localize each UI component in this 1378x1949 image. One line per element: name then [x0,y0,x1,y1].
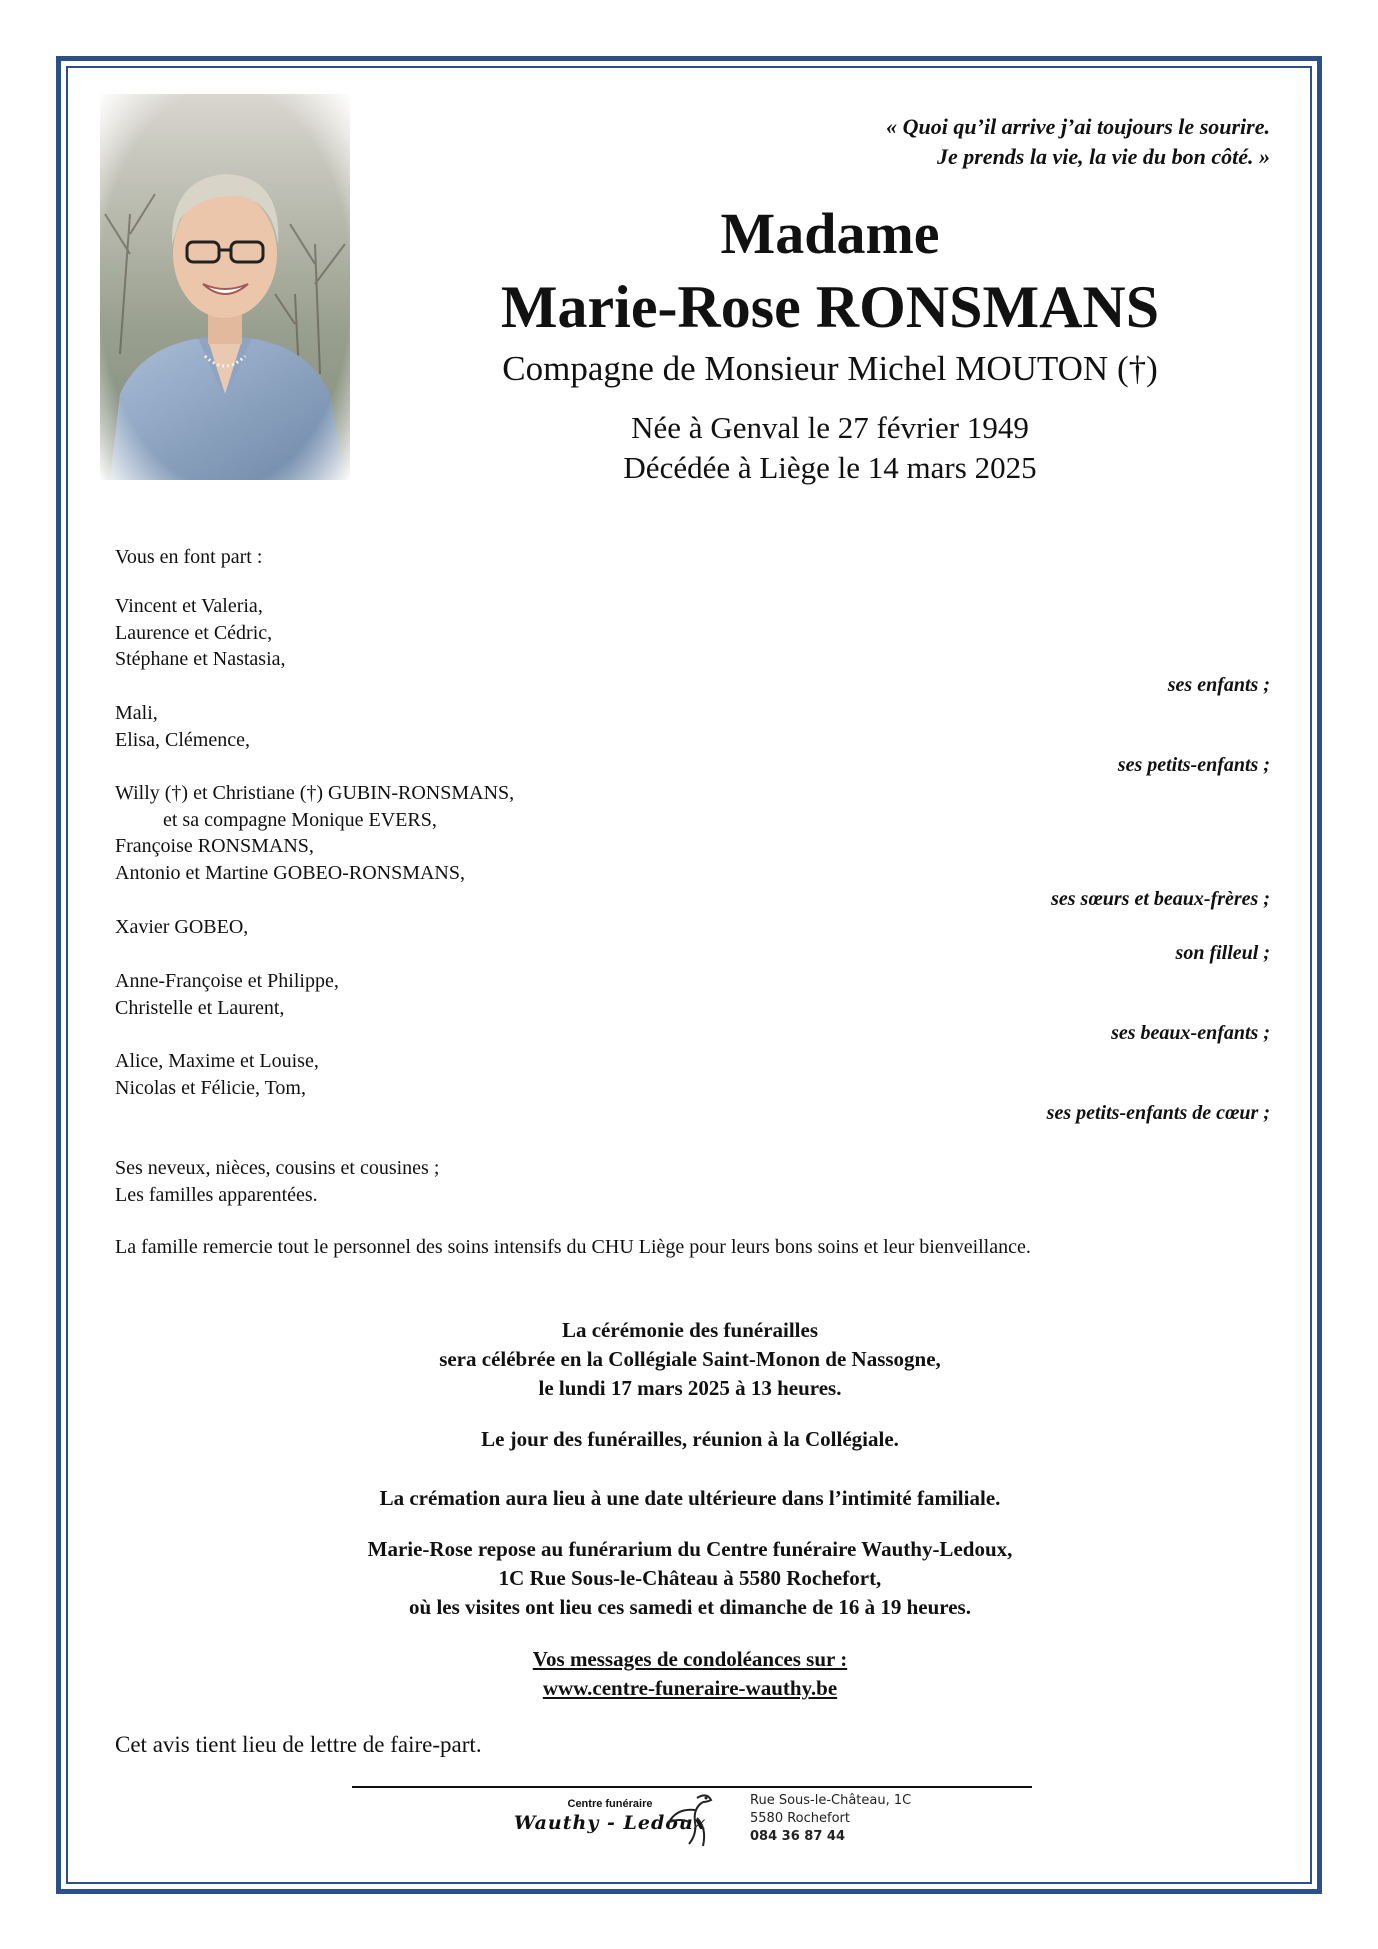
website-link[interactable]: www.centre-funeraire-wauthy.be [542,1676,838,1700]
quote-line-2: Je prends la vie, la vie du bon côté. » [936,144,1270,169]
epitaph-quote [710,112,1270,172]
other-relatives [115,1155,439,1208]
quote-line-1: « Quoi qu’il arrive j’ai toujours le sourire. [886,114,1270,139]
relation-siblings: ses sœurs et beaux-frères ; [1051,888,1270,910]
phone-number: 084 36 87 44 [750,1829,845,1844]
list-item: Françoise RONSMANS, [115,835,314,857]
list-item: Willy (†) et Christiane (†) GUBIN-RONSMANS, [115,782,515,804]
relation-heart-grandchildren: ses petits-enfants de cœur ; [1046,1102,1270,1124]
address-line: 5580 Rochefort [750,1811,850,1826]
relation-godson: son filleul ; [1175,942,1270,964]
heart-grandchildren-list [115,1048,319,1101]
relation-children: ses enfants ; [1167,674,1270,696]
list-item: Elisa, Clémence, [115,728,250,751]
ceremony-line: sera célébrée en la Collégiale Saint-Monon de Nassogne, [439,1347,941,1371]
list-item: Vincent et Valeria, [115,595,263,617]
birth-line: Née à Genval le 27 février 1949 [631,410,1029,445]
list-item: et sa compagne Monique EVERS, [163,808,437,831]
list-item: Laurence et Cédric, [115,621,273,644]
condolences-label: Vos messages de condoléances sur : [532,1647,848,1671]
repose-block [300,1535,1080,1622]
closing-text: Cet avis tient lieu de lettre de faire-part. [115,1732,482,1757]
list-item: Nicolas et Félicie, Tom, [115,1076,306,1099]
ceremony-block [300,1316,1080,1403]
ceremony-line: le lundi 17 mars 2025 à 13 heures. [538,1376,842,1400]
grandchildren-list [115,700,250,753]
list-item: Xavier GOBEO, [115,916,249,938]
address-line: Rue Sous-le-Château, 1C [750,1793,912,1808]
logo-caption: Centre funéraire [567,1798,653,1810]
logo-name: Wauthy - Ledoux [513,1812,707,1834]
thanks-text: La famille remercie tout le personnel des soins intensifs du CHU Liège pour leurs bons soins et leur bienveillance. [115,1236,1031,1258]
condolences-block [300,1645,1080,1703]
intro-text: Vous en font part : [115,546,263,568]
list-item: Les familles apparentées. [115,1183,318,1206]
list-item: Alice, Maxime et Louise, [115,1050,319,1072]
honorific-title: Madame [720,201,940,266]
siblings-list [115,780,514,886]
dove-icon [663,1788,729,1854]
list-item: Stéphane et Nastasia, [115,648,286,670]
meeting-text: Le jour des funérailles, réunion à la Collégiale. [481,1427,899,1451]
list-item: Christelle et Laurent, [115,996,285,1019]
cremation-text: La crémation aura lieu à une date ultérieure dans l’intimité familiale. [379,1486,1001,1510]
partner-line: Compagne de Monsieur Michel MOUTON (†) [502,349,1158,388]
inlaws-list [115,968,339,1021]
godson-list [115,914,248,941]
death-line: Décédée à Liège le 14 mars 2025 [623,450,1037,485]
list-item: Antonio et Martine GOBEO-RONSMANS, [115,861,465,884]
repose-line: 1C Rue Sous-le-Château à 5580 Rochefort, [498,1566,882,1590]
ceremony-line: La cérémonie des funérailles [561,1318,819,1342]
list-item: Mali, [115,702,158,724]
footer-address [750,1792,911,1846]
portrait-photo [100,94,350,480]
relation-inlaws: ses beaux-enfants ; [1111,1022,1270,1044]
repose-line: où les visites ont lieu ces samedi et dimanche de 16 à 19 heures. [409,1595,971,1619]
deceased-name: Marie-Rose RONSMANS [500,274,1160,340]
list-item: Anne-Françoise et Philippe, [115,970,339,992]
relation-grandchildren: ses petits-enfants ; [1117,754,1270,776]
repose-line: Marie-Rose repose au funérarium du Centre funéraire Wauthy-Ledoux, [367,1537,1013,1561]
list-item: Ses neveux, nièces, cousins et cousines ; [115,1157,440,1179]
children-list [115,593,286,673]
